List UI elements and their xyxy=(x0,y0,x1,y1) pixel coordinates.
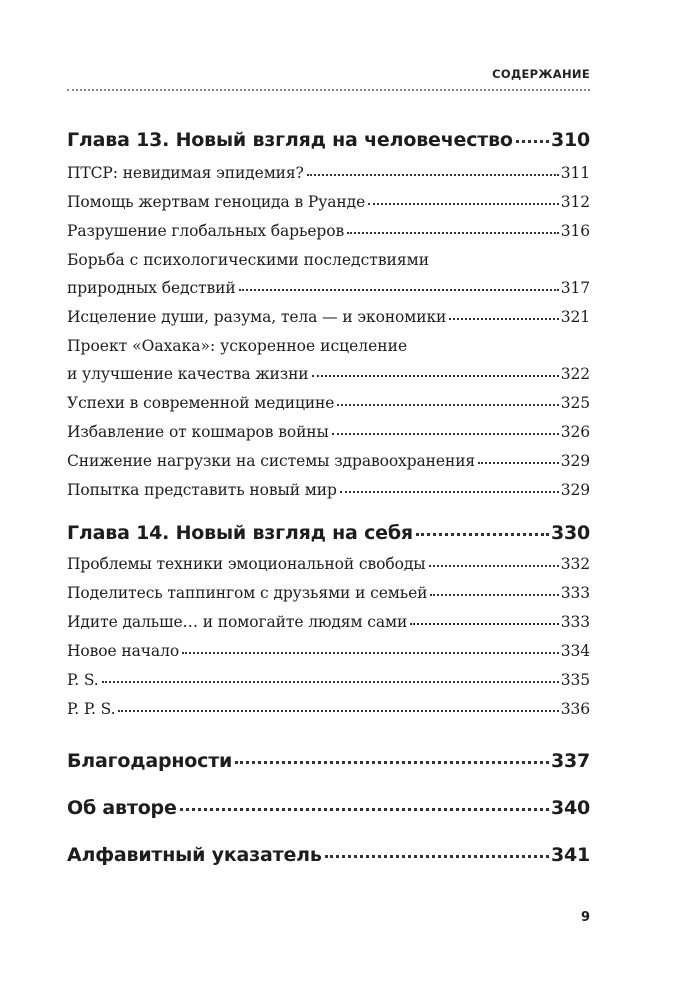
entry-page: 321 xyxy=(560,308,590,326)
toc-entry[interactable] xyxy=(67,188,590,217)
entry-title-line2: и улучшение качества жизни xyxy=(67,365,309,383)
entry-title: Помощь жертвам геноцида в Руанде xyxy=(67,193,366,211)
dot-leader xyxy=(312,375,559,377)
chapter-title: Глава 13. Новый взгляд на человечество xyxy=(67,129,513,151)
toc-entry[interactable] xyxy=(67,476,590,505)
entry-title: Исцеление души, разума, тела — и экономики xyxy=(67,308,447,326)
section-page: 340 xyxy=(550,797,590,819)
entry-page: 333 xyxy=(560,613,590,631)
toc-entry[interactable] xyxy=(67,695,590,724)
toc-about-author[interactable] xyxy=(67,794,590,822)
entry-title: Разрушение глобальных барьеров xyxy=(67,222,345,240)
chapter-page: 330 xyxy=(550,522,590,544)
toc-entry[interactable] xyxy=(67,418,590,447)
dot-leader xyxy=(416,533,549,536)
entry-page: 322 xyxy=(560,365,590,383)
toc-entry-two-line[interactable] xyxy=(67,246,590,303)
table-of-contents xyxy=(67,126,590,869)
dot-leader xyxy=(337,404,558,406)
toc-chapter-14[interactable] xyxy=(67,519,590,547)
toc-acknowledgements[interactable] xyxy=(67,747,590,775)
entry-title-line1: Проект «Оахака»: ускоренное исцеление xyxy=(67,337,408,355)
entry-title: Проблемы техники эмоциональной свободы xyxy=(67,555,426,573)
toc-chapter-13[interactable] xyxy=(67,126,590,154)
toc-entry[interactable] xyxy=(67,579,590,608)
entry-page: 332 xyxy=(560,555,590,573)
dot-leader xyxy=(449,318,558,320)
dot-leader xyxy=(478,462,559,464)
dot-leader xyxy=(307,174,559,176)
entry-page: 317 xyxy=(560,279,590,297)
toc-entry-two-line[interactable] xyxy=(67,332,590,389)
entry-title: Попытка представить новый мир xyxy=(67,481,337,499)
entry-title: ПТСР: невидимая эпидемия? xyxy=(67,164,304,182)
page-number: 9 xyxy=(580,910,590,925)
dot-leader xyxy=(332,433,559,435)
toc-entry[interactable] xyxy=(67,389,590,418)
entry-title: Избавление от кошмаров войны xyxy=(67,423,329,441)
running-head: СОДЕРЖАНИЕ xyxy=(492,67,590,81)
toc-index[interactable] xyxy=(67,841,590,869)
entry-page: 334 xyxy=(560,642,590,660)
dot-leader xyxy=(430,594,558,596)
entry-title: Новое начало xyxy=(67,642,180,660)
header-dotted-rule xyxy=(67,89,590,91)
toc-entry[interactable] xyxy=(67,447,590,476)
section-title: Благодарности xyxy=(67,750,233,772)
dot-leader xyxy=(340,491,559,493)
dot-leader xyxy=(347,232,559,234)
entry-page: 329 xyxy=(560,481,590,499)
entry-page: 333 xyxy=(560,584,590,602)
section-page: 341 xyxy=(550,844,590,866)
chapter-title: Глава 14. Новый взгляд на себя xyxy=(67,522,413,544)
entry-title: P. P. S. xyxy=(67,700,116,718)
dot-leader xyxy=(516,140,549,143)
dot-leader xyxy=(182,652,559,654)
dot-leader xyxy=(180,808,549,811)
entry-page: 329 xyxy=(560,452,590,470)
entry-title-line1: Борьба с психологическими последствиями xyxy=(67,251,430,269)
section-page: 337 xyxy=(550,750,590,772)
entry-title: P. S. xyxy=(67,671,99,689)
section-title: Об авторе xyxy=(67,797,177,819)
section-title: Алфавитный указатель xyxy=(67,844,322,866)
chapter-page: 310 xyxy=(550,129,590,151)
entry-page: 316 xyxy=(560,222,590,240)
dot-leader xyxy=(118,710,558,712)
dot-leader xyxy=(410,623,559,625)
entry-page: 326 xyxy=(560,423,590,441)
entry-line2 xyxy=(67,274,590,303)
toc-entry[interactable] xyxy=(67,608,590,637)
entry-title-line2: природных бедствий xyxy=(67,279,236,297)
entry-title: Снижение нагрузки на системы здравоохранения xyxy=(67,452,476,470)
dot-leader xyxy=(368,203,559,205)
entry-title: Успехи в современной медицине xyxy=(67,394,335,412)
dot-leader xyxy=(102,681,559,683)
entry-page: 336 xyxy=(560,700,590,718)
toc-entry[interactable] xyxy=(67,666,590,695)
entry-page: 312 xyxy=(560,193,590,211)
entry-page: 311 xyxy=(560,164,590,182)
entry-page: 325 xyxy=(560,394,590,412)
toc-entry[interactable] xyxy=(67,303,590,332)
dot-leader xyxy=(325,855,549,858)
dot-leader xyxy=(429,565,559,567)
dot-leader xyxy=(239,289,559,291)
toc-entry[interactable] xyxy=(67,159,590,188)
entry-page: 335 xyxy=(560,671,590,689)
entry-line2 xyxy=(67,360,590,389)
dot-leader xyxy=(235,761,549,764)
toc-entry[interactable] xyxy=(67,217,590,246)
toc-entry[interactable] xyxy=(67,550,590,579)
entry-title: Поделитесь таппингом с друзьями и семьей xyxy=(67,584,428,602)
entry-title: Идите дальше… и помогайте людям сами xyxy=(67,613,408,631)
toc-entry[interactable] xyxy=(67,637,590,666)
